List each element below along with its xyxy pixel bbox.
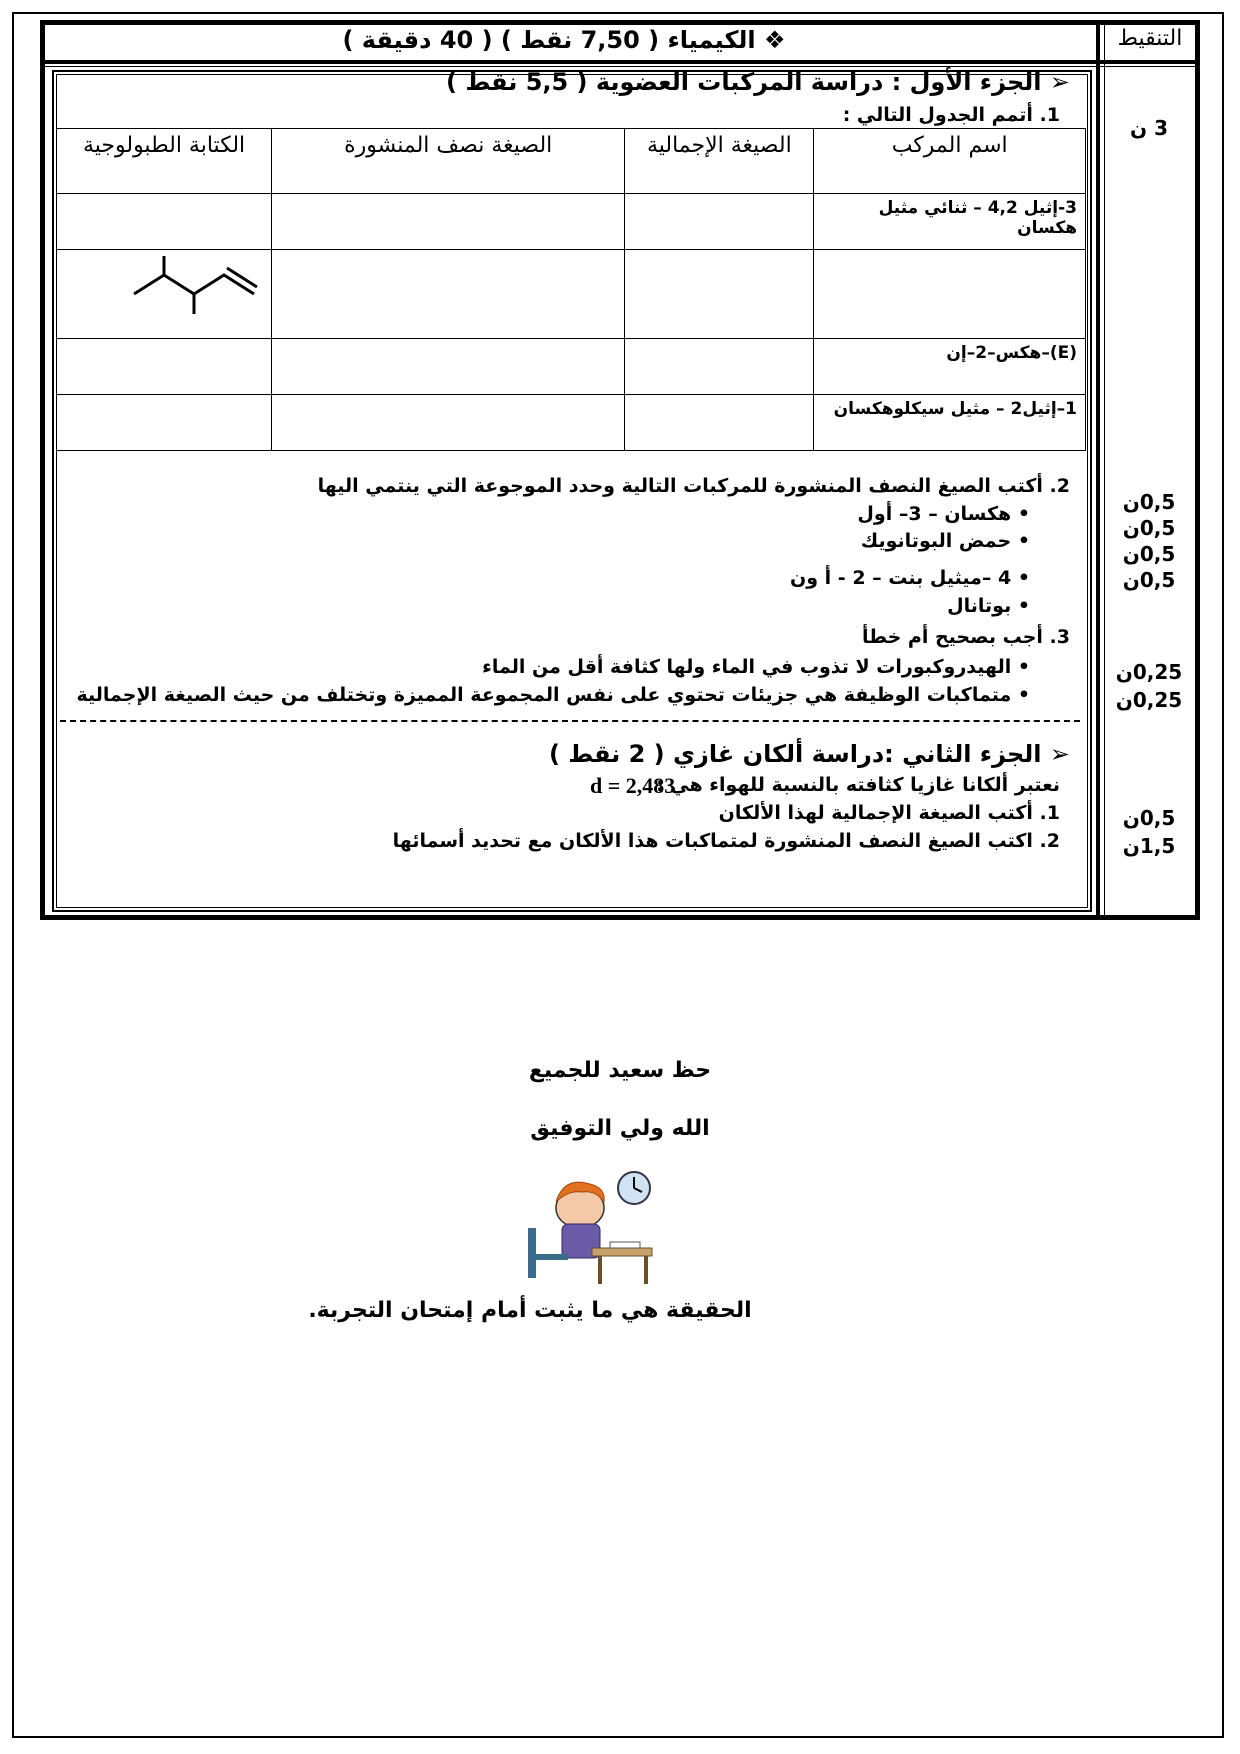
part1-q2: 2. أكتب الصيغ النصف المنشورة للمركبات التالية وحدد الموجوعة التي ينتمي اليها: [317, 475, 1070, 497]
density-text: d = 2,483: [590, 773, 676, 798]
part2-q2: 2. اكتب الصيغ النصف المنشورة لمتماكبات هذا الألكان مع تحديد أسمائها: [392, 830, 1060, 852]
score-part2: 1,5ن: [1122, 834, 1176, 858]
score-q2: 0,5ن: [1122, 516, 1176, 540]
table-cell: [625, 250, 814, 339]
table-cell: [272, 339, 625, 395]
table-cell: [272, 194, 625, 250]
list-item: • بوتانال: [947, 595, 1030, 617]
table-header-topological: الكتابة الطبولوجية: [57, 129, 272, 194]
table-cell: [625, 339, 814, 395]
table-row-name: 3-إثيل 4,2 – ثنائي مثيل هكسان: [814, 194, 1086, 250]
header-divider-inner: [44, 66, 1196, 67]
table-row-name: 1–إثيل2 – مثيل سيكلوهكسان: [814, 395, 1086, 451]
header-divider: [44, 60, 1196, 64]
section-separator: [60, 720, 1080, 722]
list-item-text: الهيدروكبورات لا تذوب في الماء ولها كثافة أقل من الماء: [482, 656, 1012, 678]
footer-quote: الحقيقة هي ما يثبت أمام إمتحان التجربة.: [308, 1298, 752, 1323]
footer-blessing: الله ولي التوفيق: [530, 1116, 710, 1141]
exam-title: ❖ الكيمياء ( 7,50 نقط ) ( 40 دقيقة ): [342, 26, 786, 54]
table-row-name: (E)–هكس–2–إن: [814, 339, 1086, 395]
table-cell: [272, 395, 625, 451]
skeletal-formula-diagram: [71, 250, 271, 338]
grading-column-divider-inner: [1104, 20, 1105, 920]
density-value: [590, 773, 675, 799]
grading-column-divider: [1096, 20, 1100, 920]
part2-title: ➢ الجزء الثاني :دراسة ألكان غازي ( 2 نقط ): [548, 740, 1070, 768]
list-item-text: 4 –ميثيل بنت – 2 - أ ون: [790, 567, 1012, 589]
table-cell: [57, 194, 272, 250]
score-table: 3 ن: [1130, 116, 1168, 140]
part1-title: ➢ الجزء الأول : دراسة المركبات العضوية ( 5,5 نقط ): [446, 68, 1070, 96]
list-item-text: متماكبات الوظيفة هي جزيئات تحتوي على نفس المجموعة المميزة وتختلف من حيث الصيغة الإجمالية: [76, 684, 1012, 706]
table-cell: [272, 250, 625, 339]
list-item: • الهيدروكبورات لا تذوب في الماء ولها كثافة أقل من الماء: [482, 656, 1030, 678]
part2-intro: نعتبر ألكانا غازيا كثافته بالنسبة للهواء هي :: [656, 774, 1060, 796]
part1-q1: 1. أتمم الجدول التالي :: [842, 104, 1060, 126]
table-cell: [57, 339, 272, 395]
table-header-semi-structural: الصيغة نصف المنشورة: [272, 129, 625, 194]
score-q3: 0,25ن: [1115, 688, 1183, 712]
table-header-name: اسم المركب: [814, 129, 1086, 194]
score-part2: 0,5ن: [1122, 806, 1176, 830]
list-item: • متماكبات الوظيفة هي جزيئات تحتوي على نفس المجموعة المميزة وتختلف من حيث الصيغة الإجمالية: [76, 684, 1030, 706]
list-item-text: هكسان – 3– أول: [857, 503, 1012, 525]
part2-q1: 1. أكتب الصيغة الإجمالية لهذا الألكان: [718, 802, 1060, 824]
student-clipart-icon: [520, 1168, 660, 1288]
score-q2: 0,5ن: [1122, 568, 1176, 592]
list-item: • 4 –ميثيل بنت – 2 - أ ون: [790, 567, 1030, 589]
table-cell-topology: [57, 250, 272, 339]
table-cell: [625, 194, 814, 250]
part1-q3: 3. أجب بصحيح أم خطأ: [861, 626, 1070, 648]
table-cell: [625, 395, 814, 451]
score-q2: 0,5ن: [1122, 490, 1176, 514]
table-cell: [57, 395, 272, 451]
list-item: • حمض البوتانويك: [860, 530, 1030, 552]
table-row-name: [814, 250, 1086, 339]
grading-header: التنقيط: [1117, 26, 1183, 51]
list-item-text: حمض البوتانويك: [860, 530, 1012, 552]
table-header-formula: الصيغة الإجمالية: [625, 129, 814, 194]
footer-wish: حظ سعيد للجميع: [528, 1058, 712, 1083]
compounds-table: [56, 128, 1086, 451]
score-q3: 0,25ن: [1115, 660, 1183, 684]
list-item-text: بوتانال: [947, 595, 1012, 617]
list-item: • هكسان – 3– أول: [857, 503, 1030, 525]
score-q2: 0,5ن: [1122, 542, 1176, 566]
